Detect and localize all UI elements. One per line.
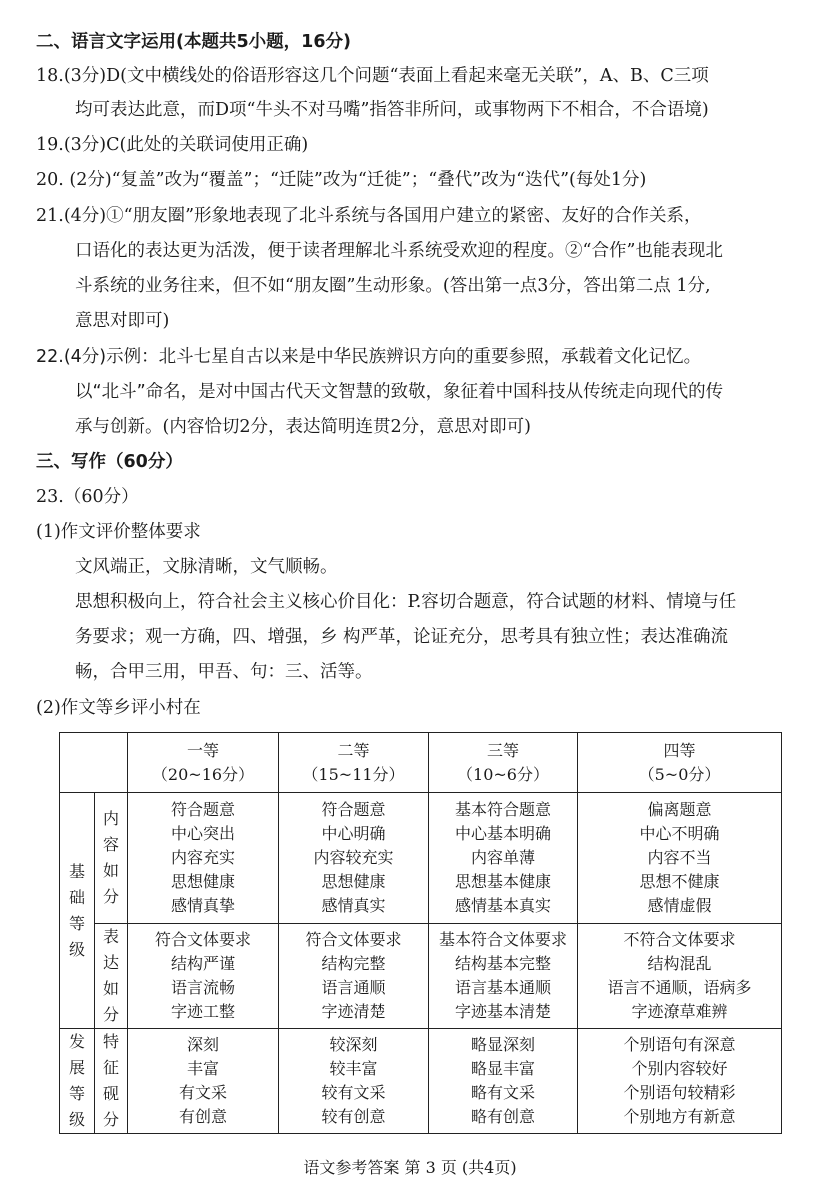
corner-cell <box>60 733 128 793</box>
expression-cell: 符合文体要求 结构严谨 语言流畅 字迹工整 <box>128 924 279 1029</box>
sub1-line1: 文风端正，文脉清晰，文气顺畅。 <box>75 557 338 577</box>
q22-line1: 22.(4分)示例：北斗七星自古以来是中华民族辨识方向的重要参照，承载着文化记忆。 <box>36 347 702 367</box>
sub1-title: (1)作文评价整体要求 <box>36 522 201 542</box>
development-row <box>60 1029 782 1134</box>
q20: 20. (2分)“复盖”改为“覆盖”；“迁陡”改为“迁徙”；“叠代”改为“迭代”(每处1分) <box>36 170 647 190</box>
section3-title: 三、写作（60分） <box>36 452 183 472</box>
q22-line3: 承与创新。(内容恰切2分，表达简明连贯2分，意思对即可) <box>75 417 531 437</box>
q21-line4: 意思对即可) <box>75 311 170 331</box>
expression-label: 表 达 如 分 <box>95 924 128 1029</box>
development-level-label: 发 展 等 级 <box>60 1029 95 1134</box>
page-footer: 语文参考答案 第 3 页 (共4页) <box>303 1158 517 1177</box>
sub1-line2: 思想积极向上，符合社会主义核心价目化：P.容切合题意，符合试题的材料、情境与任 <box>75 592 737 612</box>
development-cell: 较深刻 较丰富 较有文采 较有创意 <box>279 1029 429 1134</box>
header-grade-4: 四等 （5~0分） <box>578 733 782 793</box>
development-cell: 略显深刻 略显丰富 略有文采 略有创意 <box>429 1029 578 1134</box>
content-row <box>60 793 782 924</box>
sub1-line4: 畅，合甲三用，甲吾、句：三、活等。 <box>75 662 373 682</box>
q18-line1: 18.(3分)D(文中横线处的俗语形容这几个问题“表面上看起来毫无关联”，A、B、C三项 <box>36 66 709 86</box>
expression-cell: 符合文体要求 结构完整 语言通顺 字迹清楚 <box>279 924 429 1029</box>
section2-title: 二、语言文字运用(本题共5小题，16分) <box>36 32 352 52</box>
development-cell: 个别语句有深意 个别内容较好 个别语句较精彩 个别地方有新意 <box>578 1029 782 1134</box>
q18-line2: 均可表达此意，而D项“牛头不对马嘴”指答非所问，或事物两下不相合，不合语境) <box>75 100 709 120</box>
expression-cell: 基本符合文体要求 结构基本完整 语言基本通顺 字迹基本清楚 <box>429 924 578 1029</box>
header-grade-1: 一等 （20~16分） <box>128 733 279 793</box>
development-cell: 深刻 丰富 有文采 有创意 <box>128 1029 279 1134</box>
content-cell: 基本符合题意 中心基本明确 内容单薄 思想基本健康 感情基本真实 <box>429 793 578 924</box>
q23: 23.（60分） <box>36 487 139 507</box>
q19: 19.(3分)C(此处的关联词使用正确) <box>36 135 309 155</box>
header-grade-2: 二等 （15~11分） <box>279 733 429 793</box>
q21-line3: 斗系统的业务往来，但不如“朋友圈”生动形象。(答出第一点3分，答出第二点 1分, <box>75 276 711 296</box>
expression-cell: 不符合文体要求 结构混乱 语言不通顺，语病多 字迹潦草难辨 <box>578 924 782 1029</box>
q22-line2: 以“北斗”命名，是对中国古代天文智慧的致敬，象征着中国科技从传统走向现代的传 <box>75 382 724 402</box>
grading-table <box>59 732 782 1134</box>
q21-line1: 21.(4分)①“朋友圈”形象地表现了北斗系统与各国用户建立的紧密、友好的合作关系， <box>36 206 702 226</box>
header-grade-3: 三等 （10~6分） <box>429 733 578 793</box>
expression-row <box>60 924 782 1029</box>
basic-level-label: 基 础 等 级 <box>60 793 95 1029</box>
content-cell: 偏离题意 中心不明确 内容不当 思想不健康 感情虚假 <box>578 793 782 924</box>
q21-line2: 口语化的表达更为活泼，便于读者理解北斗系统受欢迎的程度。②“合作”也能表现北 <box>75 241 723 261</box>
content-cell: 符合题意 中心突出 内容充实 思想健康 感情真挚 <box>128 793 279 924</box>
sub1-line3: 务要求；观一方确，四、增强，乡 构严革，论证充分，思考具有独立性；表达准确流 <box>75 627 729 647</box>
feature-label: 特 征 砚 分 <box>95 1029 128 1134</box>
header-row <box>60 733 782 793</box>
content-label: 内 容 如 分 <box>95 793 128 924</box>
sub2-title: (2)作文等乡评小村在 <box>36 698 201 718</box>
content-cell: 符合题意 中心明确 内容较充实 思想健康 感情真实 <box>279 793 429 924</box>
